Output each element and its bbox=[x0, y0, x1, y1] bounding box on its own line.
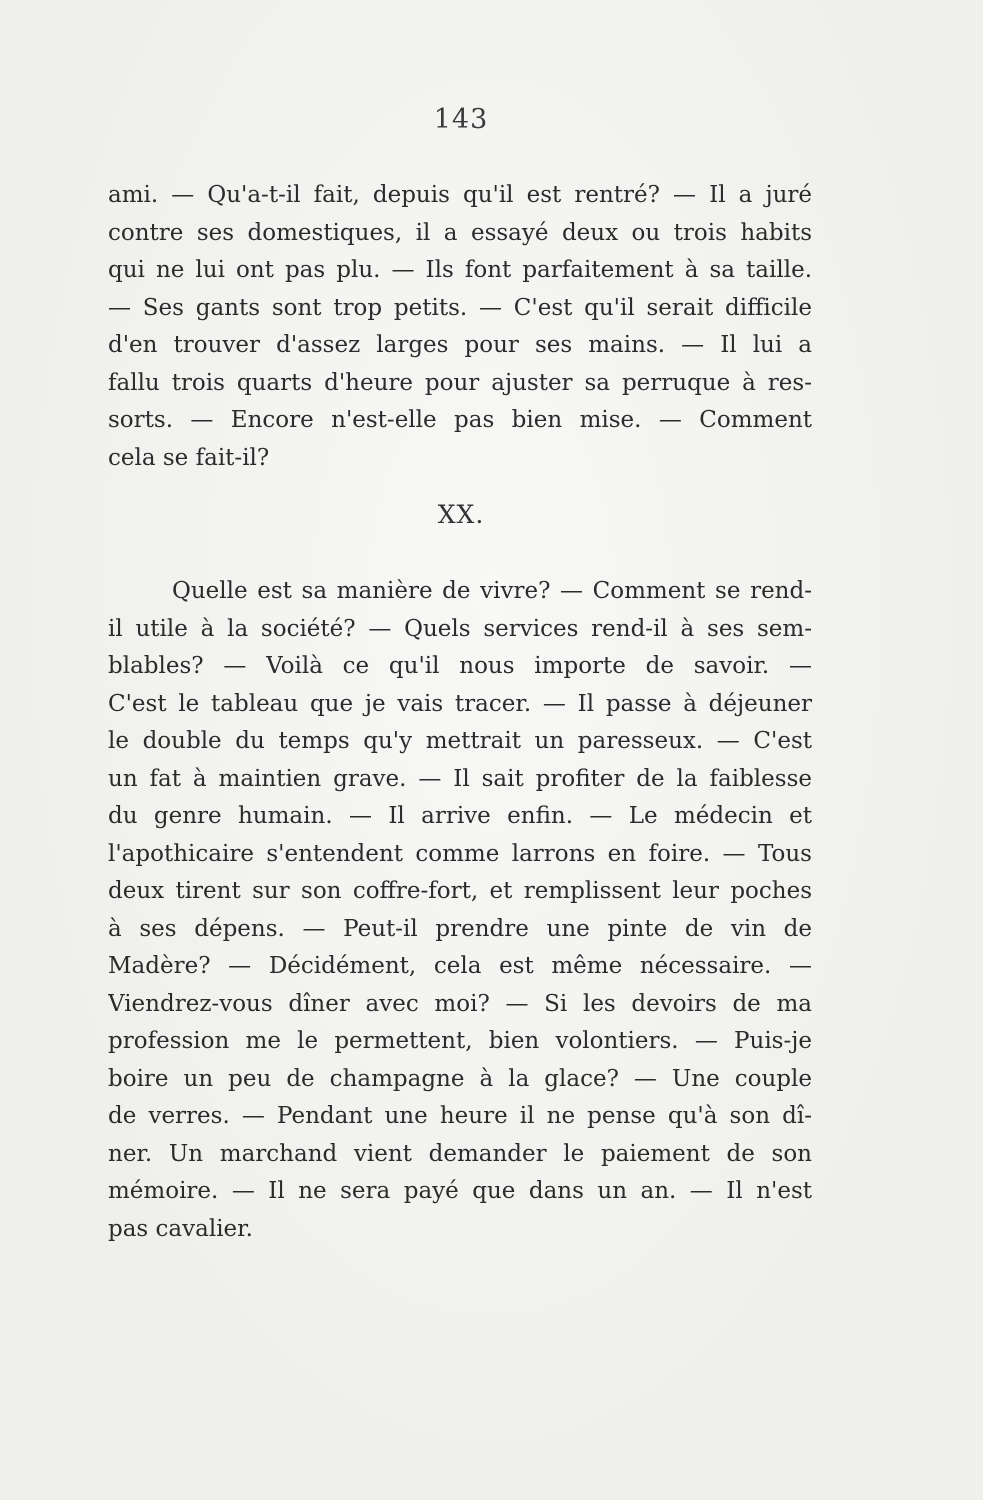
text-line: — Ses gants sont trop petits. — C'est qu'il serait difficile bbox=[108, 294, 812, 321]
text-line: C'est le tableau que je vais tracer. — Il passe à déjeuner bbox=[108, 690, 812, 717]
text-line: cela se fait-il? bbox=[108, 444, 270, 471]
text-line: de verres. — Pendant une heure il ne pense qu'à son dî- bbox=[108, 1103, 812, 1129]
text-line: le double du temps qu'y mettrait un paresseux. — C'est bbox=[108, 728, 812, 754]
text-line: Viendrez-vous dîner avec moi? — Si les devoirs de ma bbox=[108, 990, 812, 1017]
section-heading: XX. bbox=[437, 500, 485, 529]
text-line: blables? — Voilà ce qu'il nous importe de savoir. — bbox=[108, 653, 812, 679]
text-line: du genre humain. — Il arrive enfin. — Le médecin et bbox=[108, 803, 812, 829]
text-line: un fat à maintien grave. — Il sait profiter de la faiblesse bbox=[108, 765, 812, 792]
text-line: deux tirent sur son coffre-fort, et remplissent leur poches bbox=[108, 878, 812, 904]
text-line: contre ses domestiques, il a essayé deux ou trois habits bbox=[108, 219, 812, 246]
text-line: boire un peu de champagne à la glace? — Une couple bbox=[108, 1065, 812, 1092]
paragraph-continuation bbox=[108, 177, 812, 477]
paragraph-section-xx bbox=[108, 573, 812, 1248]
text-line: qui ne lui ont pas plu. — Ils font parfaitement à sa taille. bbox=[108, 257, 812, 283]
text-line: Quelle est sa manière de vivre? — Comment se rend- bbox=[172, 578, 812, 604]
text-line: ami. — Qu'a-t-il fait, depuis qu'il est rentré? — Il a juré bbox=[108, 182, 812, 208]
text-line: d'en trouver d'assez larges pour ses mains. — Il lui a bbox=[108, 332, 812, 358]
text-line: l'apothicaire s'entendent comme larrons en foire. — Tous bbox=[108, 840, 812, 867]
text-line: mémoire. — Il ne sera payé que dans un an. — Il n'est bbox=[108, 1178, 812, 1204]
text-line: profession me le permettent, bien volontiers. — Puis-je bbox=[108, 1028, 812, 1054]
text-line: ner. Un marchand vient demander le paiement de son bbox=[108, 1140, 812, 1167]
text-line: pas cavalier. bbox=[108, 1215, 253, 1242]
text-line: à ses dépens. — Peut-il prendre une pinte de vin de bbox=[108, 915, 812, 942]
text-line: il utile à la société? — Quels services rend-il à ses sem- bbox=[108, 615, 812, 642]
text-line: Madère? — Décidément, cela est même nécessaire. — bbox=[108, 953, 812, 979]
text-line: fallu trois quarts d'heure pour ajuster sa perruque à res- bbox=[108, 369, 812, 396]
text-line: sorts. — Encore n'est-elle pas bien mise. — Comment bbox=[108, 407, 812, 433]
page-number: 143 bbox=[433, 104, 489, 135]
